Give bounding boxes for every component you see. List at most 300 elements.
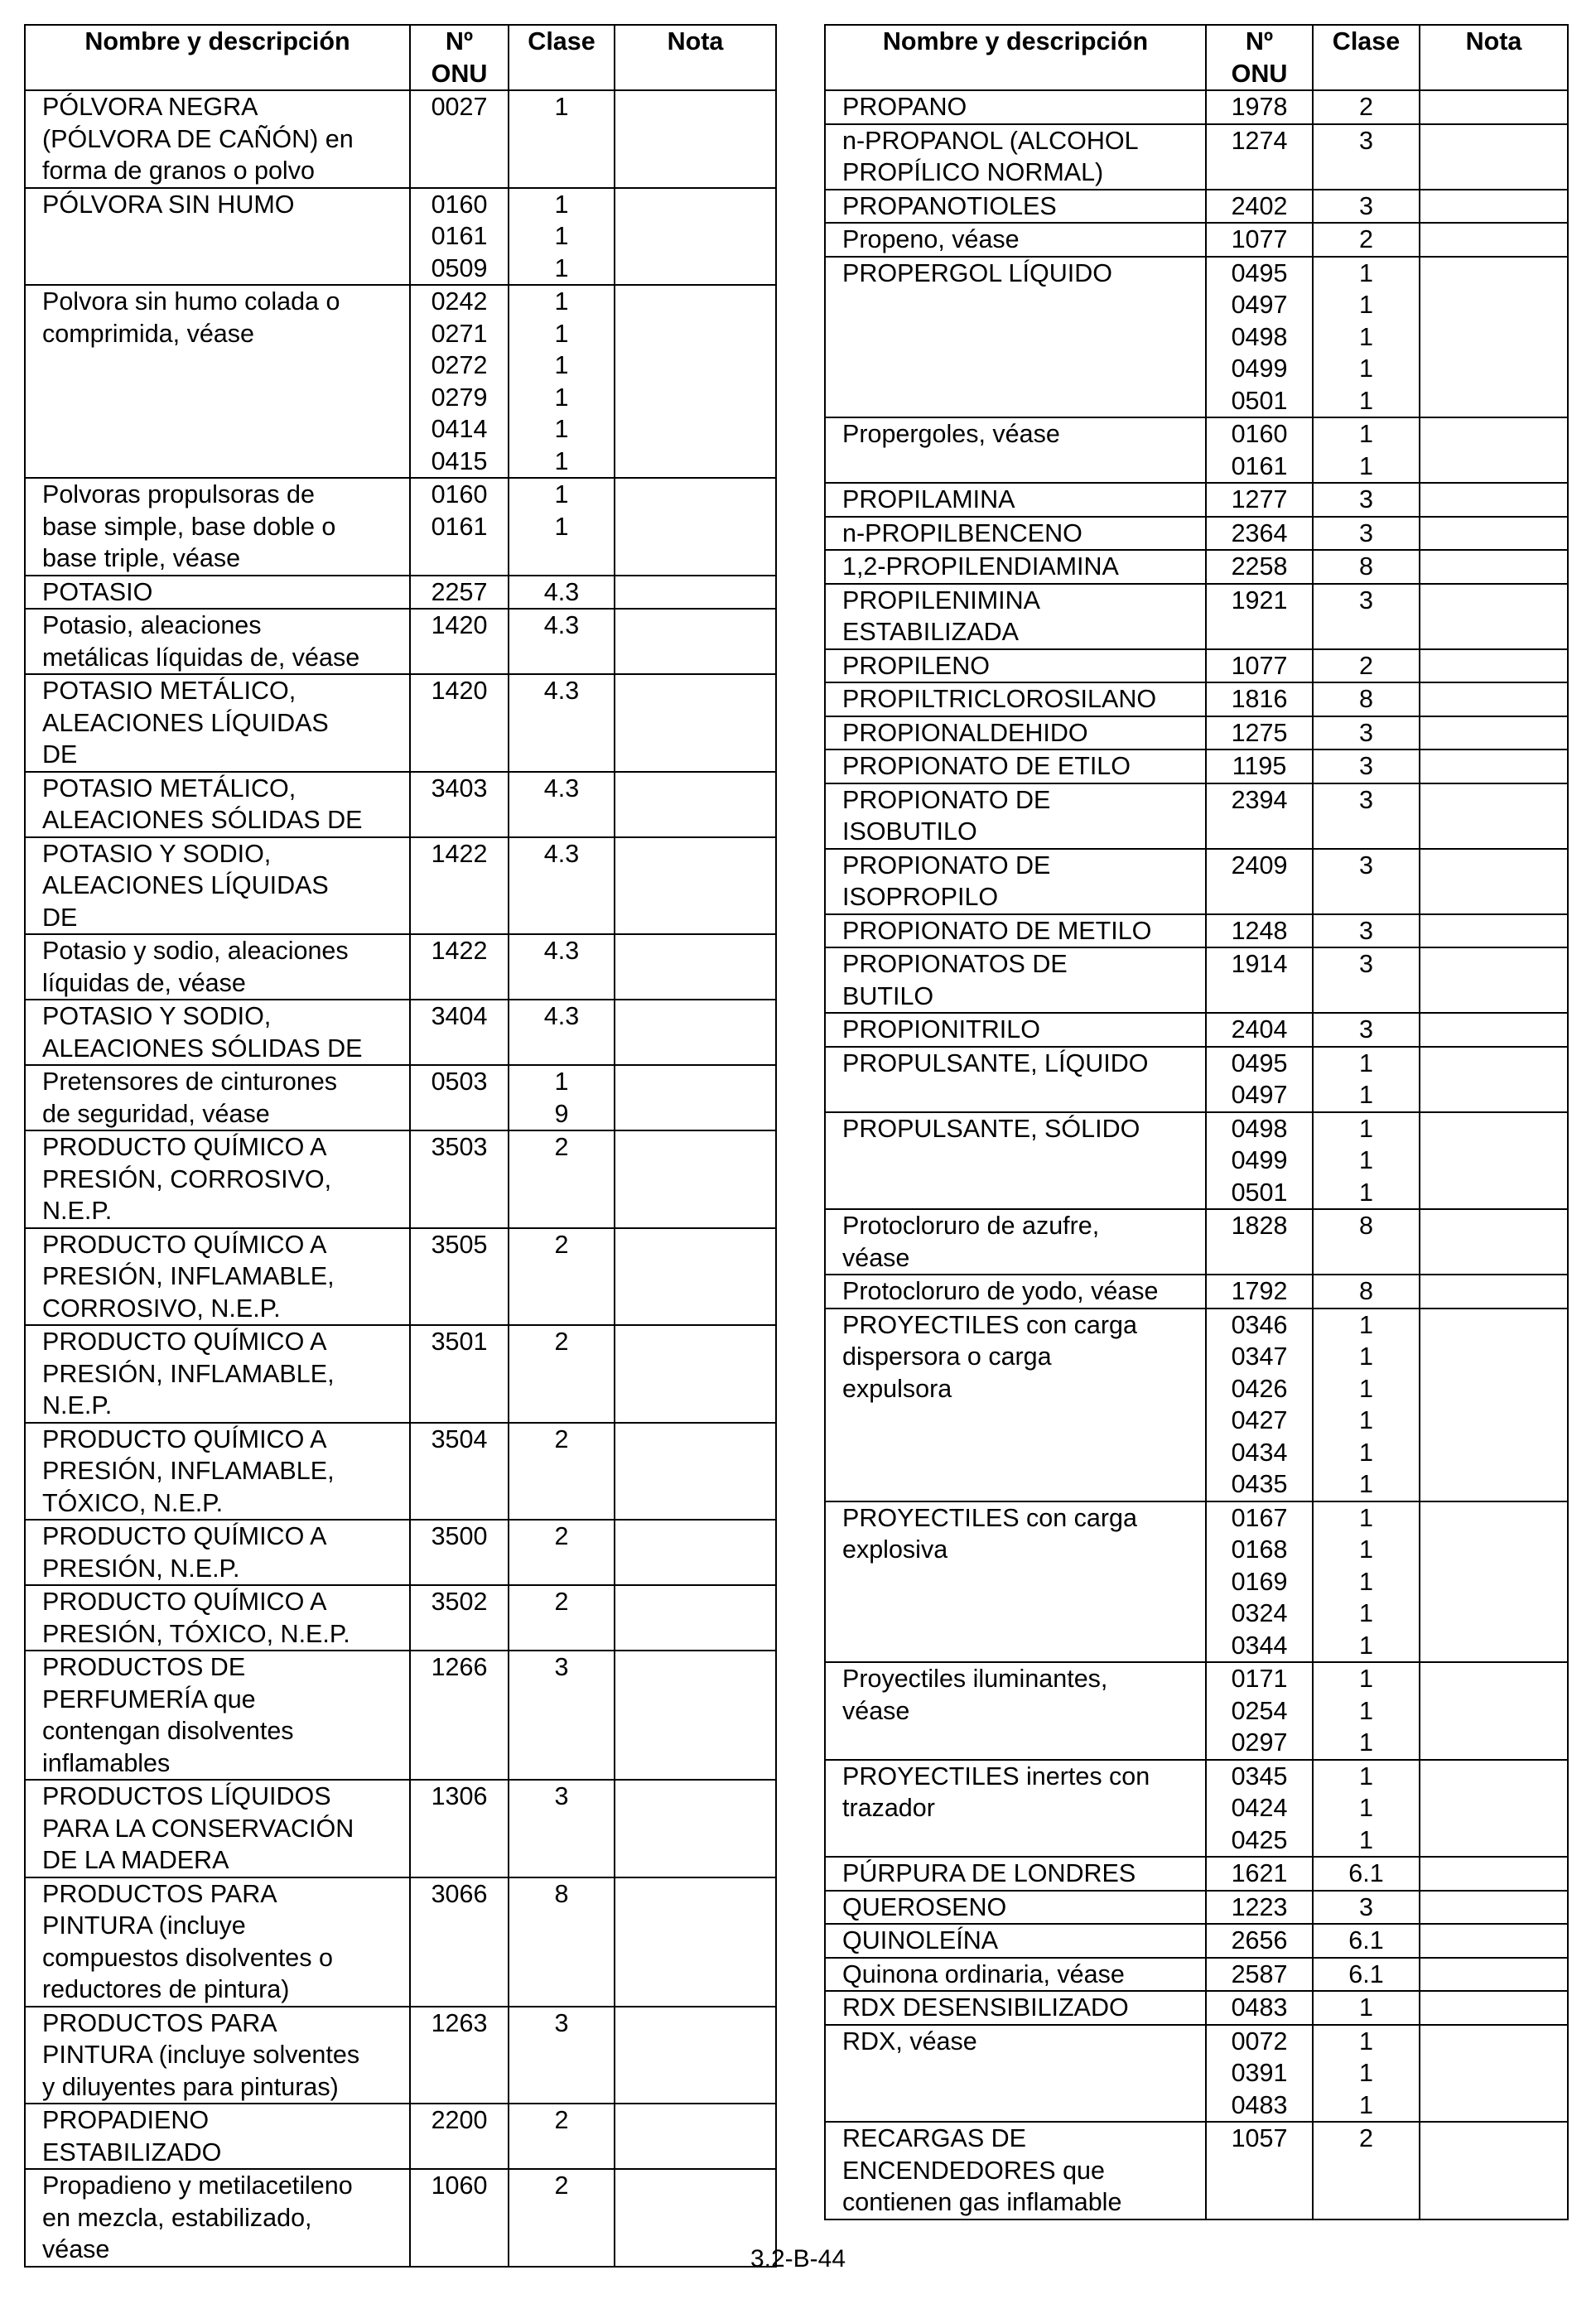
table-row [825,550,1568,584]
un-number-cell [1206,716,1313,750]
substance-name-line: PÓLVORA SIN HUMO [42,190,295,219]
substance-name-cell [825,1857,1206,1891]
un-number: 1420 [431,677,488,705]
table-row [825,682,1568,716]
table-row [825,947,1568,1013]
hazard-class: 1 [1359,258,1373,287]
un-number: 2394 [1231,785,1288,814]
table-row [25,1325,776,1423]
substance-name-line: PRESIÓN, N.E.P. [42,1554,240,1583]
un-number-cell [410,2104,509,2169]
hazard-class: 3 [1359,916,1373,945]
hazard-class: 1 [554,415,569,443]
substance-name-line: PRODUCTO QUÍMICO A [42,1328,327,1356]
hazard-class-cell [1313,716,1420,750]
un-number-cell [1206,2122,1313,2219]
un-number: 0414 [431,415,488,443]
un-number-cell [1206,417,1313,483]
hazard-class-cell [1313,1501,1420,1663]
substance-name-line: DE LA MADERA [42,1846,229,1874]
note-cell [1420,223,1568,257]
header-name [25,25,410,90]
hazard-class-cell [1313,1047,1420,1112]
table-row [825,1501,1568,1663]
hazard-class: 1 [554,319,569,348]
substance-name-line: PROPILENO [842,651,990,680]
un-number: 1277 [1231,485,1288,513]
substance-name-cell [25,609,410,674]
table-row [825,257,1568,418]
hazard-class-cell [1313,1760,1420,1858]
hazard-class: 8 [1359,1277,1373,1305]
hazard-class-cell [509,1780,615,1877]
note-cell [1420,517,1568,551]
substance-name-line: PRODUCTOS PARA [42,1879,277,1908]
un-number: 0483 [1231,2090,1288,2119]
substance-name-cell [25,1325,410,1423]
hazard-class: 1 [1359,1374,1373,1403]
header-line: Nº [1245,27,1274,55]
substance-name-line: PROPIONATO DE [842,785,1051,814]
note-cell [1420,124,1568,190]
hazard-class: 3 [1359,785,1373,814]
substance-name-cell [825,1662,1206,1760]
hazard-class: 2 [554,1133,569,1161]
header-un-number [410,25,509,90]
hazard-class: 1 [554,446,569,475]
note-cell [1420,1958,1568,1992]
un-number: 0161 [431,222,488,250]
substance-name-cell [825,682,1206,716]
hazard-class: 1 [1359,1310,1373,1339]
un-number: 0027 [431,93,488,121]
un-number-cell [1206,1924,1313,1958]
hazard-class-cell [509,1065,615,1130]
hazard-class: 2 [1359,2124,1373,2152]
hazard-class: 1 [1359,2090,1373,2119]
un-number-cell [1206,190,1313,224]
hazard-class: 1 [1359,1406,1373,1434]
hazard-class: 1 [1359,1470,1373,1498]
substance-name-line: Quinona ordinaria, véase [842,1959,1125,1988]
hazard-class: 2 [554,1588,569,1616]
table-row [825,849,1568,914]
un-number-cell [1206,1662,1313,1760]
substance-name-line: DE [42,740,78,769]
un-number: 0509 [431,253,488,282]
note-cell [1420,947,1568,1013]
substance-name-line: dispersora o carga [842,1342,1052,1371]
note-cell [615,2104,776,2169]
note-cell [1420,849,1568,914]
hazard-class: 1 [554,351,569,379]
header-line: Nota [1465,27,1522,55]
table-row [825,2025,1568,2123]
note-cell [1420,914,1568,948]
hazard-class: 1 [1359,2059,1373,2087]
header-class [509,25,615,90]
un-number-cell [410,674,509,772]
un-number-cell [410,1651,509,1780]
substance-name-cell [25,285,410,478]
substance-name-line: RDX, véase [842,2027,977,2056]
substance-name-line: POTASIO METÁLICO, [42,774,297,802]
un-number-cell [410,1228,509,1326]
hazard-class-cell [1313,2122,1420,2219]
un-number-cell [410,1585,509,1651]
un-number-cell [410,576,509,610]
hazard-class: 4.3 [543,1002,580,1030]
hazard-class-cell [1313,947,1420,1013]
un-number: 2364 [1231,518,1288,547]
un-number-cell [410,2007,509,2104]
note-cell [1420,190,1568,224]
un-number: 3500 [431,1522,488,1550]
note-cell [615,1520,776,1585]
substance-name-line: Propadieno y metilacetileno [42,2171,353,2200]
hazard-class-cell [1313,1275,1420,1309]
un-number: 0169 [1231,1567,1288,1596]
hazard-class-cell [509,478,615,576]
header-line: ONU [1231,59,1288,88]
substance-name-line: Potasio y sodio, aleaciones [42,937,349,965]
substance-name-line: POTASIO Y SODIO, [42,1002,272,1030]
note-cell [615,2007,776,2104]
note-cell [1420,1760,1568,1858]
un-number-cell [1206,550,1313,584]
substance-name-cell [25,2007,410,2104]
hazard-class: 1 [554,287,569,316]
substance-name-line: base triple, véase [42,544,241,572]
table-row [25,1228,776,1326]
un-number-cell [410,1780,509,1877]
table-row [825,1662,1568,1760]
substance-name-line: PROPIONITRILO [842,1015,1040,1043]
substance-name-line: N.E.P. [42,1197,113,1225]
un-number-cell [1206,914,1313,948]
header-class [1313,25,1420,90]
substance-name-cell [25,1877,410,2007]
un-number: 1275 [1231,718,1288,747]
hazard-class-cell [509,1877,615,2007]
substance-name-line: PROPIONATO DE ETILO [842,752,1131,780]
substance-name-line: n-PROPILBENCENO [842,518,1082,547]
substance-name-line: PRODUCTO QUÍMICO A [42,1133,327,1161]
substance-name-line: PÓLVORA NEGRA [42,93,258,121]
table-row [25,1000,776,1065]
substance-name-cell [825,2025,1206,2123]
substance-name-line: QUINOLEÍNA [842,1926,999,1954]
un-number: 0501 [1231,1178,1288,1207]
un-number-cell [1206,1857,1313,1891]
hazard-class-cell [509,1325,615,1423]
hazard-class: 4.3 [543,677,580,705]
hazard-class-cell [1313,1309,1420,1501]
hazard-class-cell [1313,914,1420,948]
hazard-class-cell [509,285,615,478]
substance-name-line: PÚRPURA DE LONDRES [842,1859,1136,1887]
substance-name-line: Proyectiles iluminantes, [842,1665,1108,1693]
table-row [825,1013,1568,1047]
hazard-class-cell [1313,849,1420,914]
table-row [825,1209,1568,1275]
un-number: 0161 [431,512,488,541]
hazard-class: 3 [1359,1015,1373,1043]
substance-name-line: PRODUCTOS PARA [42,2008,277,2037]
un-number-cell [1206,1309,1313,1501]
table-header-row [825,25,1568,90]
un-number-cell [410,1130,509,1228]
note-cell [1420,417,1568,483]
substance-name-cell [825,483,1206,517]
substance-name-line: PRESIÓN, INFLAMABLE, [42,1359,335,1388]
substance-name-cell [25,674,410,772]
hazard-class: 3 [1359,950,1373,978]
table-row [25,285,776,478]
note-cell [615,1651,776,1780]
table-row [825,190,1568,224]
note-cell [1420,649,1568,683]
substance-name-cell [25,1780,410,1877]
note-cell [1420,2122,1568,2219]
hazard-class: 6.1 [1348,1959,1384,1988]
hazard-class-cell [1313,90,1420,124]
hazard-class: 2 [554,1522,569,1550]
note-cell [1420,1991,1568,2025]
note-cell [615,576,776,610]
table-row [825,1275,1568,1309]
un-number: 0168 [1231,1535,1288,1564]
substance-name-line: en mezcla, estabilizado, [42,2203,312,2232]
hazard-class: 1 [554,93,569,121]
hazard-class: 3 [1359,518,1373,547]
un-number: 3501 [431,1328,488,1356]
substance-name-line: Protocloruro de azufre, [842,1212,1100,1240]
substance-name-line: PRODUCTOS DE [42,1653,246,1681]
un-number: 1057 [1231,2124,1288,2152]
hazard-class: 2 [1359,93,1373,121]
hazard-class: 2 [1359,651,1373,680]
substance-name-line: ISOPROPILO [842,883,999,911]
note-cell [1420,716,1568,750]
substance-name-line: N.E.P. [42,1391,113,1419]
un-number-cell [1206,1275,1313,1309]
un-number: 0345 [1231,1762,1288,1791]
note-cell [615,1877,776,2007]
hazard-class: 8 [1359,1212,1373,1240]
note-cell [1420,1047,1568,1112]
substance-name-line: TÓXICO, N.E.P. [42,1488,224,1517]
hazard-class-cell [1313,257,1420,418]
un-number: 2257 [431,577,488,606]
substance-name-cell [25,772,410,837]
substance-name-line: PROPÍLICO NORMAL) [842,158,1104,186]
substance-name-cell [825,517,1206,551]
substance-name-cell [825,1209,1206,1275]
hazard-class: 6.1 [1348,1926,1384,1954]
hazard-class: 1 [1359,1599,1373,1627]
page-number: 3.2-B-44 [750,2245,846,2272]
un-number: 1223 [1231,1892,1288,1921]
note-cell [1420,1501,1568,1663]
substance-name-line: PARA LA CONSERVACIÓN [42,1814,354,1843]
hazard-class-cell [1313,1891,1420,1925]
un-number-cell [410,1000,509,1065]
un-number: 1248 [1231,916,1288,945]
un-number: 0391 [1231,2059,1288,2087]
note-cell [1420,1924,1568,1958]
substance-name-line: véase [842,1243,910,1272]
substance-name-line: PROYECTILES con carga [842,1503,1137,1532]
un-number: 0347 [1231,1342,1288,1371]
substance-name-line: PROPULSANTE, SÓLIDO [842,1114,1140,1143]
hazard-class-cell [1313,1013,1420,1047]
note-cell [1420,90,1568,124]
un-number-cell [1206,849,1313,914]
hazard-class: 3 [1359,586,1373,615]
substance-name-line: PROPADIENO [42,2106,210,2134]
substance-name-line: PERFUMERÍA que [42,1684,256,1713]
un-number-cell [410,478,509,576]
substance-name-line: RECARGAS DE [842,2124,1027,2152]
note-cell [615,934,776,1000]
hazard-class: 1 [1359,1665,1373,1693]
un-number-cell [1206,947,1313,1013]
substance-name-line: comprimida, véase [42,319,254,348]
un-number: 0497 [1231,291,1288,319]
hazard-class: 1 [1359,1825,1373,1854]
hazard-class: 1 [1359,291,1373,319]
hazard-class: 1 [1359,386,1373,415]
table-row [825,584,1568,649]
substance-name-line: PROPERGOL LÍQUIDO [842,258,1112,287]
hazard-class: 8 [1359,552,1373,581]
un-number: 3505 [431,1230,488,1259]
substance-name-line: trazador [842,1794,935,1822]
table-row [825,417,1568,483]
un-number: 0426 [1231,1374,1288,1403]
un-number: 1306 [431,1782,488,1810]
un-number: 0272 [431,351,488,379]
hazard-class: 1 [554,253,569,282]
substance-name-line: Protocloruro de yodo, véase [842,1277,1159,1305]
un-number-cell [1206,1958,1313,1992]
hazard-class-cell [509,1228,615,1326]
dangerous-goods-table-left [24,24,777,2268]
table-row [825,914,1568,948]
un-number: 1422 [431,937,488,965]
note-cell [615,478,776,576]
substance-name-line: ALEACIONES LÍQUIDAS [42,708,329,737]
substance-name-line: PRODUCTO QUÍMICO A [42,1588,327,1616]
table-row [25,1520,776,1585]
hazard-class: 3 [1359,851,1373,880]
substance-name-cell [825,223,1206,257]
substance-name-cell [825,1275,1206,1309]
un-number: 1828 [1231,1212,1288,1240]
substance-name-line: PROPULSANTE, LÍQUIDO [842,1048,1149,1077]
substance-name-line: ENCENDEDORES que [842,2156,1105,2185]
note-cell [615,1130,776,1228]
substance-name-line: n-PROPANOL (ALCOHOL [842,126,1139,155]
table-row [25,1877,776,2007]
hazard-class-cell [1313,749,1420,783]
table-row [25,1780,776,1877]
hazard-class: 1 [1359,1342,1373,1371]
substance-name-line: PROPIONALDEHIDO [842,718,1088,747]
substance-name-cell [25,1065,410,1130]
table-row [825,1309,1568,1501]
hazard-class: 2 [554,1424,569,1453]
substance-name-line: PRODUCTO QUÍMICO A [42,1230,327,1259]
substance-name-line: PRODUCTOS LÍQUIDOS [42,1782,331,1810]
un-number-cell [1206,2025,1313,2123]
un-number: 1914 [1231,950,1288,978]
hazard-class: 8 [554,1879,569,1908]
substance-name-line: PROPIONATO DE METILO [842,916,1152,945]
substance-name-line: Propergoles, véase [842,420,1060,448]
substance-name-line: inflamables [42,1748,171,1777]
un-number-cell [410,837,509,935]
substance-name-line: PROPILTRICLOROSILANO [842,685,1157,713]
substance-name-cell [825,1309,1206,1501]
hazard-class-cell [1313,783,1420,849]
substance-name-line: 1,2-PROPILENDIAMINA [842,552,1119,581]
un-number: 2587 [1231,1959,1288,1988]
hazard-class: 1 [1359,1696,1373,1725]
substance-name-line: CORROSIVO, N.E.P. [42,1294,281,1323]
substance-name-line: Potasio, aleaciones [42,611,262,639]
hazard-class: 1 [1359,1794,1373,1822]
table-row [825,1047,1568,1112]
hazard-class-cell [509,576,615,610]
un-number-cell [1206,483,1313,517]
hazard-class-cell [509,772,615,837]
note-cell [615,1065,776,1130]
header-line: Nombre y descripción [882,27,1149,55]
un-number-cell [410,1520,509,1585]
substance-name-line: ALEACIONES SÓLIDAS DE [42,1034,363,1063]
table-row [25,1065,776,1130]
un-number: 1816 [1231,685,1288,713]
un-number: 2258 [1231,552,1288,581]
table-row [25,90,776,188]
hazard-class-cell [1313,682,1420,716]
substance-name-line: POTASIO Y SODIO, [42,839,272,868]
hazard-class: 3 [554,1653,569,1681]
hazard-class-cell [509,90,615,188]
un-number-cell [1206,1991,1313,2025]
un-number: 0498 [1231,1114,1288,1143]
substance-name-line: Propeno, véase [842,225,1020,253]
note-cell [1420,1275,1568,1309]
hazard-class: 4.3 [543,577,580,606]
hazard-class: 1 [1359,420,1373,448]
substance-name-cell [825,716,1206,750]
hazard-class-cell [1313,649,1420,683]
un-number-cell [1206,1047,1313,1112]
un-number: 0503 [431,1068,488,1096]
substance-name-line: PROPIONATO DE [842,851,1051,880]
table-row [25,1130,776,1228]
substance-name-line: líquidas de, véase [42,968,246,997]
substance-name-line: ALEACIONES SÓLIDAS DE [42,806,363,834]
substance-name-cell [25,1228,410,1326]
substance-name-cell [25,1585,410,1651]
note-cell [1420,1857,1568,1891]
hazard-class-cell [509,1520,615,1585]
hazard-class-cell [509,1651,615,1780]
